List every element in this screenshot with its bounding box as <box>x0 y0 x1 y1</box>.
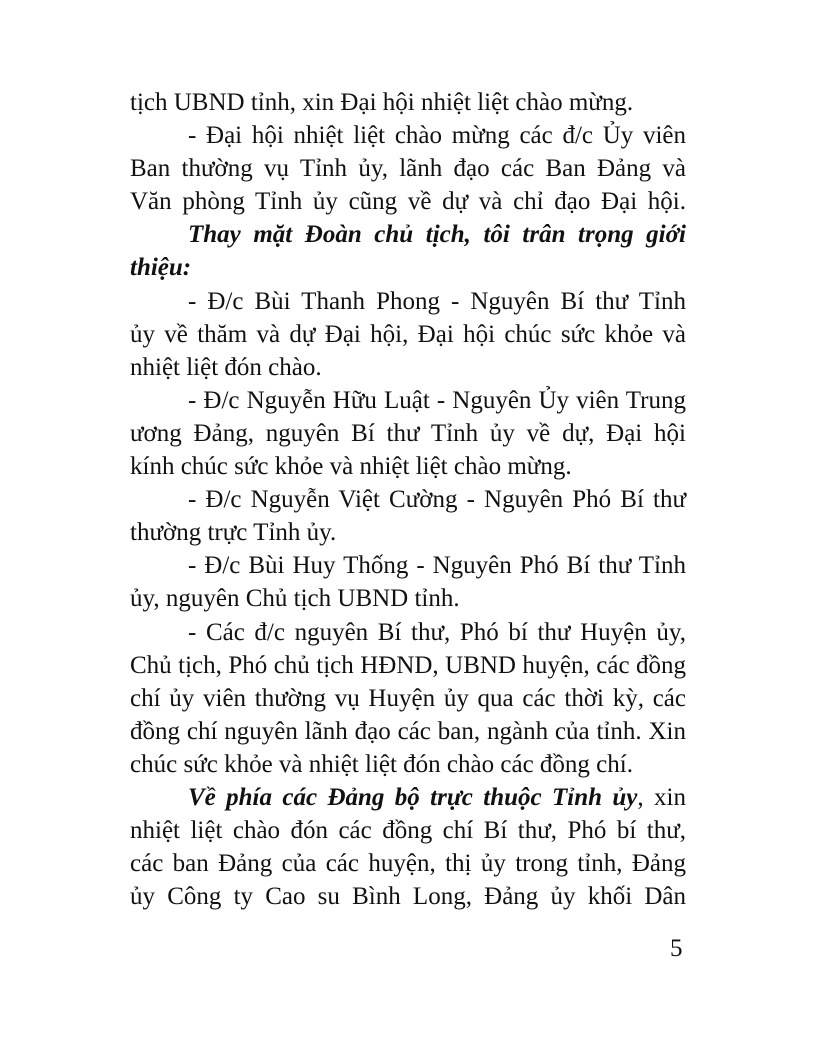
text-line: nhiệt liệt chào đón các đồng chí Bí thư, Phó bí thư, <box>130 817 686 845</box>
text-line: Văn phòng Tỉnh ủy cũng về dự và chỉ đạo Đại hội. <box>130 188 686 216</box>
text-line: ủy Công ty Cao su Bình Long, Đảng ủy khối Dân <box>130 883 686 911</box>
text-line: các ban Đảng của các huyện, thị ủy trong tỉnh, Đảng <box>130 850 686 878</box>
text-line: Ban thường vụ Tỉnh ủy, lãnh đạo các Ban Đảng và <box>130 155 686 183</box>
text-line: chí ủy viên thường vụ Huyện ủy qua các thời kỳ, các <box>130 684 686 712</box>
text-line: ương Đảng, nguyên Bí thư Tỉnh ủy về dự, Đại hội <box>130 419 686 447</box>
text-line: - Đại hội nhiệt liệt chào mừng các đ/c Ủy viên <box>188 122 686 150</box>
text-line: Thay mặt Đoàn chủ tịch, tôi trân trọng giới <box>188 221 686 249</box>
text-line: ủy về thăm và dự Đại hội, Đại hội chúc sức khỏe và <box>130 320 686 348</box>
text-line: thường trực Tỉnh ủy. <box>130 519 337 547</box>
text-line: chúc sức khỏe và nhiệt liệt đón chào các đồng chí. <box>130 750 633 778</box>
text-line: Chủ tịch, Phó chủ tịch HĐND, UBND huyện, các đồng <box>130 651 686 679</box>
emphasis-text: Về phía các Đảng bộ trực thuộc Tỉnh ủy <box>188 783 638 811</box>
text-line: - Các đ/c nguyên Bí thư, Phó bí thư Huyện ủy, <box>188 618 686 646</box>
text-line: tịch UBND tỉnh, xin Đại hội nhiệt liệt chào mừng. <box>130 89 634 116</box>
text-line <box>130 781 686 814</box>
text-line: - Đ/c Bùi Thanh Phong - Nguyên Bí thư Tỉnh <box>188 287 686 315</box>
text-line: ủy, nguyên Chủ tịch UBND tỉnh. <box>130 585 460 613</box>
text-line: - Đ/c Nguyễn Hữu Luật - Nguyên Ủy viên Trung <box>188 386 686 414</box>
text-line: nhiệt liệt đón chào. <box>130 353 322 381</box>
text-line: đồng chí nguyên lãnh đạo các ban, ngành của tỉnh. Xin <box>130 717 686 745</box>
page-number: 5 <box>670 935 683 962</box>
text-line: - Đ/c Bùi Huy Thống - Nguyên Phó Bí thư Tỉnh <box>188 552 686 580</box>
text-segment: , xin <box>637 783 686 811</box>
text-line: kính chúc sức khỏe và nhiệt liệt chào mừng. <box>130 453 572 481</box>
text-line: - Đ/c Nguyễn Việt Cường - Nguyên Phó Bí thư <box>188 486 686 514</box>
text-line: thiệu: <box>130 254 192 282</box>
document-body <box>130 86 686 913</box>
